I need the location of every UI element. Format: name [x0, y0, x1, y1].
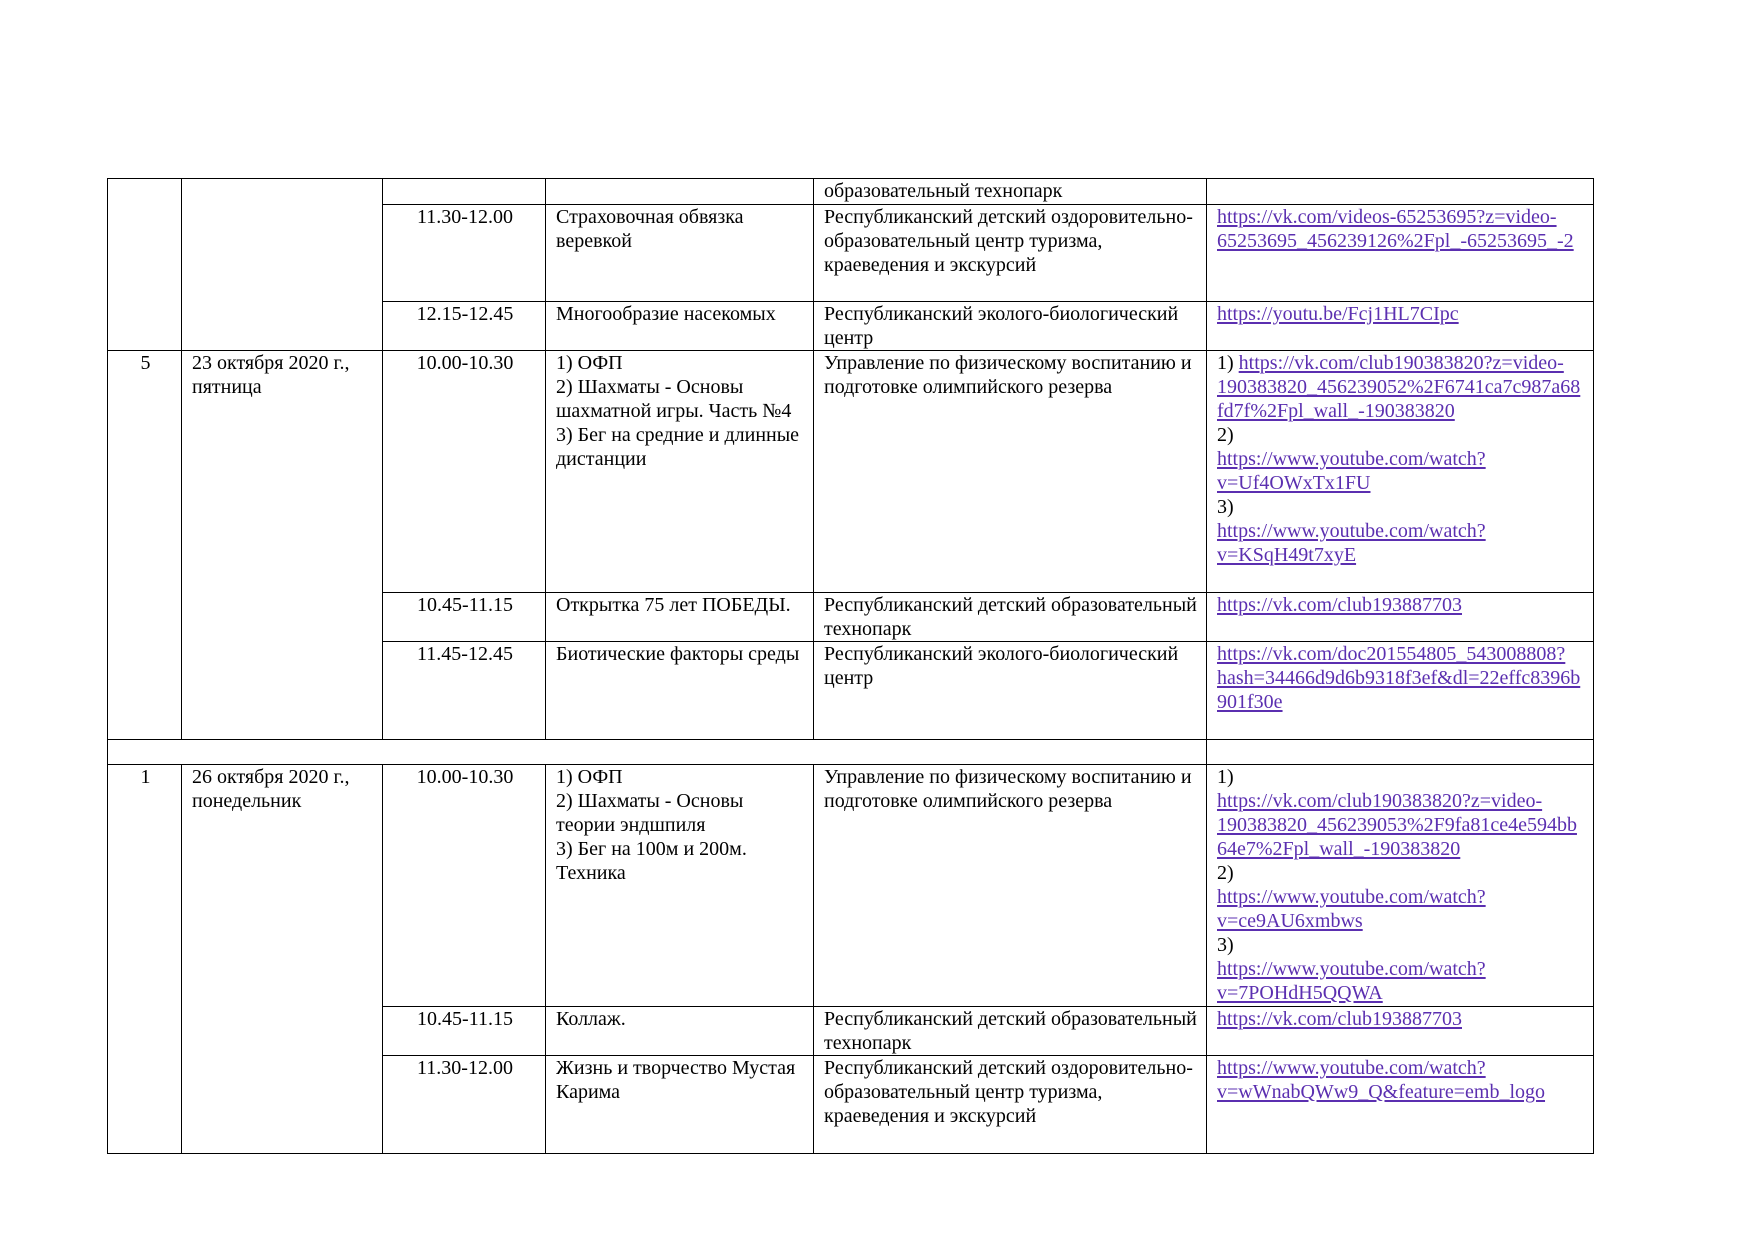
video-link[interactable]: https://vk.com/club193887703 [1217, 1008, 1462, 1030]
time-cell: 11.30-12.00 [383, 205, 546, 302]
table-row [108, 765, 1594, 1007]
topic-cell: Биотические факторы среды [546, 642, 814, 740]
video-link[interactable]: https://youtu.be/Fcj1HL7CIpc [1217, 303, 1459, 325]
link-item [1217, 765, 1585, 861]
separator-cell [108, 740, 1207, 765]
link-item [1217, 861, 1585, 933]
video-link[interactable]: https://www.youtube.com/watch?v=Uf4OWxTx1FU [1217, 448, 1486, 494]
topic-cell: Многообразие насекомых [546, 302, 814, 351]
link-item [1217, 423, 1585, 495]
links-cell [1207, 642, 1594, 740]
time-cell: 11.45-12.45 [383, 642, 546, 740]
link-item [1217, 593, 1585, 617]
video-link[interactable]: https://www.youtube.com/watch?v=KSqH49t7xyE [1217, 520, 1486, 566]
table-row [108, 351, 1594, 593]
link-prefix: 3) [1217, 934, 1234, 956]
links-cell [1207, 1056, 1594, 1154]
link-item [1217, 205, 1585, 253]
organizer-cell: Республиканский эколого-биологический центр [814, 302, 1207, 351]
video-link[interactable]: https://vk.com/club190383820?z=video-190383820_456239052%2F6741ca7c987a68fd7f%2Fpl_wall_-190383820 [1217, 352, 1581, 422]
organizer-cell: образовательный технопарк [814, 179, 1207, 205]
link-prefix: 3) [1217, 496, 1234, 518]
row-number [108, 179, 182, 351]
time-cell: 10.00-10.30 [383, 765, 546, 1007]
topic-cell: Коллаж. [546, 1007, 814, 1056]
links-cell [1207, 1007, 1594, 1056]
date-cell: 23 октября 2020 г., пятница [182, 351, 383, 740]
organizer-cell: Республиканский детский образовательный технопарк [814, 1007, 1207, 1056]
date-cell: 26 октября 2020 г., понедельник [182, 765, 383, 1154]
time-cell: 10.45-11.15 [383, 1007, 546, 1056]
links-cell [1207, 765, 1594, 1007]
link-item [1217, 933, 1585, 1005]
video-link[interactable]: https://vk.com/doc201554805_543008808?hash=34466d9d6b9318f3ef&dl=22effc8396b901f30e [1217, 643, 1581, 713]
time-cell: 11.30-12.00 [383, 1056, 546, 1154]
table-row [108, 179, 1594, 205]
link-item [1217, 351, 1585, 423]
link-item [1217, 302, 1585, 326]
video-link[interactable]: https://www.youtube.com/watch?v=ce9AU6xmbws [1217, 886, 1486, 932]
time-cell: 10.00-10.30 [383, 351, 546, 593]
separator-row [108, 740, 1594, 765]
topic-cell: Жизнь и творчество Мустая Карима [546, 1056, 814, 1154]
links-cell [1207, 302, 1594, 351]
separator-cell [1207, 740, 1594, 765]
row-number: 5 [108, 351, 182, 740]
date-cell [182, 179, 383, 351]
topic-cell: Открытка 75 лет ПОБЕДЫ. [546, 593, 814, 642]
topic-cell [546, 179, 814, 205]
organizer-cell: Управление по физическому воспитанию и подготовке олимпийского резерва [814, 765, 1207, 1007]
time-cell [383, 179, 546, 205]
organizer-cell: Управление по физическому воспитанию и подготовке олимпийского резерва [814, 351, 1207, 593]
topic-cell: Страховочная обвязка веревкой [546, 205, 814, 302]
video-link[interactable]: https://www.youtube.com/watch?v=7POHdH5QQWA [1217, 958, 1486, 1004]
link-item [1217, 1056, 1585, 1104]
organizer-cell: Республиканский детский оздоровительно-образовательный центр туризма, краеведения и экскурсий [814, 205, 1207, 302]
link-item [1217, 642, 1585, 714]
links-cell [1207, 179, 1594, 205]
video-link[interactable]: https://vk.com/club190383820?z=video-190383820_456239053%2F9fa81ce4e594bb64e7%2Fpl_wall_-190383820 [1217, 790, 1577, 860]
links-cell [1207, 351, 1594, 593]
links-cell [1207, 205, 1594, 302]
link-item [1217, 495, 1585, 567]
topic-cell: 1) ОФП 2) Шахматы - Основы теории эндшпиля 3) Бег на 100м и 200м. Техника [546, 765, 814, 1007]
schedule-table [107, 178, 1594, 1154]
organizer-cell: Республиканский эколого-биологический центр [814, 642, 1207, 740]
link-prefix: 1) [1217, 766, 1234, 788]
link-prefix: 2) [1217, 862, 1234, 884]
video-link[interactable]: https://vk.com/videos-65253695?z=video-65253695_456239126%2Fpl_-65253695_-2 [1217, 206, 1574, 252]
organizer-cell: Республиканский детский образовательный технопарк [814, 593, 1207, 642]
time-cell: 10.45-11.15 [383, 593, 546, 642]
links-cell [1207, 593, 1594, 642]
video-link[interactable]: https://vk.com/club193887703 [1217, 594, 1462, 616]
time-cell: 12.15-12.45 [383, 302, 546, 351]
link-item [1217, 1007, 1585, 1031]
row-number: 1 [108, 765, 182, 1154]
organizer-cell: Республиканский детский оздоровительно-образовательный центр туризма, краеведения и экскурсий [814, 1056, 1207, 1154]
link-prefix: 1) [1217, 352, 1239, 374]
link-prefix: 2) [1217, 424, 1234, 446]
video-link[interactable]: https://www.youtube.com/watch?v=wWnabQWw9_Q&feature=emb_logo [1217, 1057, 1546, 1103]
topic-cell: 1) ОФП 2) Шахматы - Основы шахматной игры. Часть №4 3) Бег на средние и длинные дистанции [546, 351, 814, 593]
